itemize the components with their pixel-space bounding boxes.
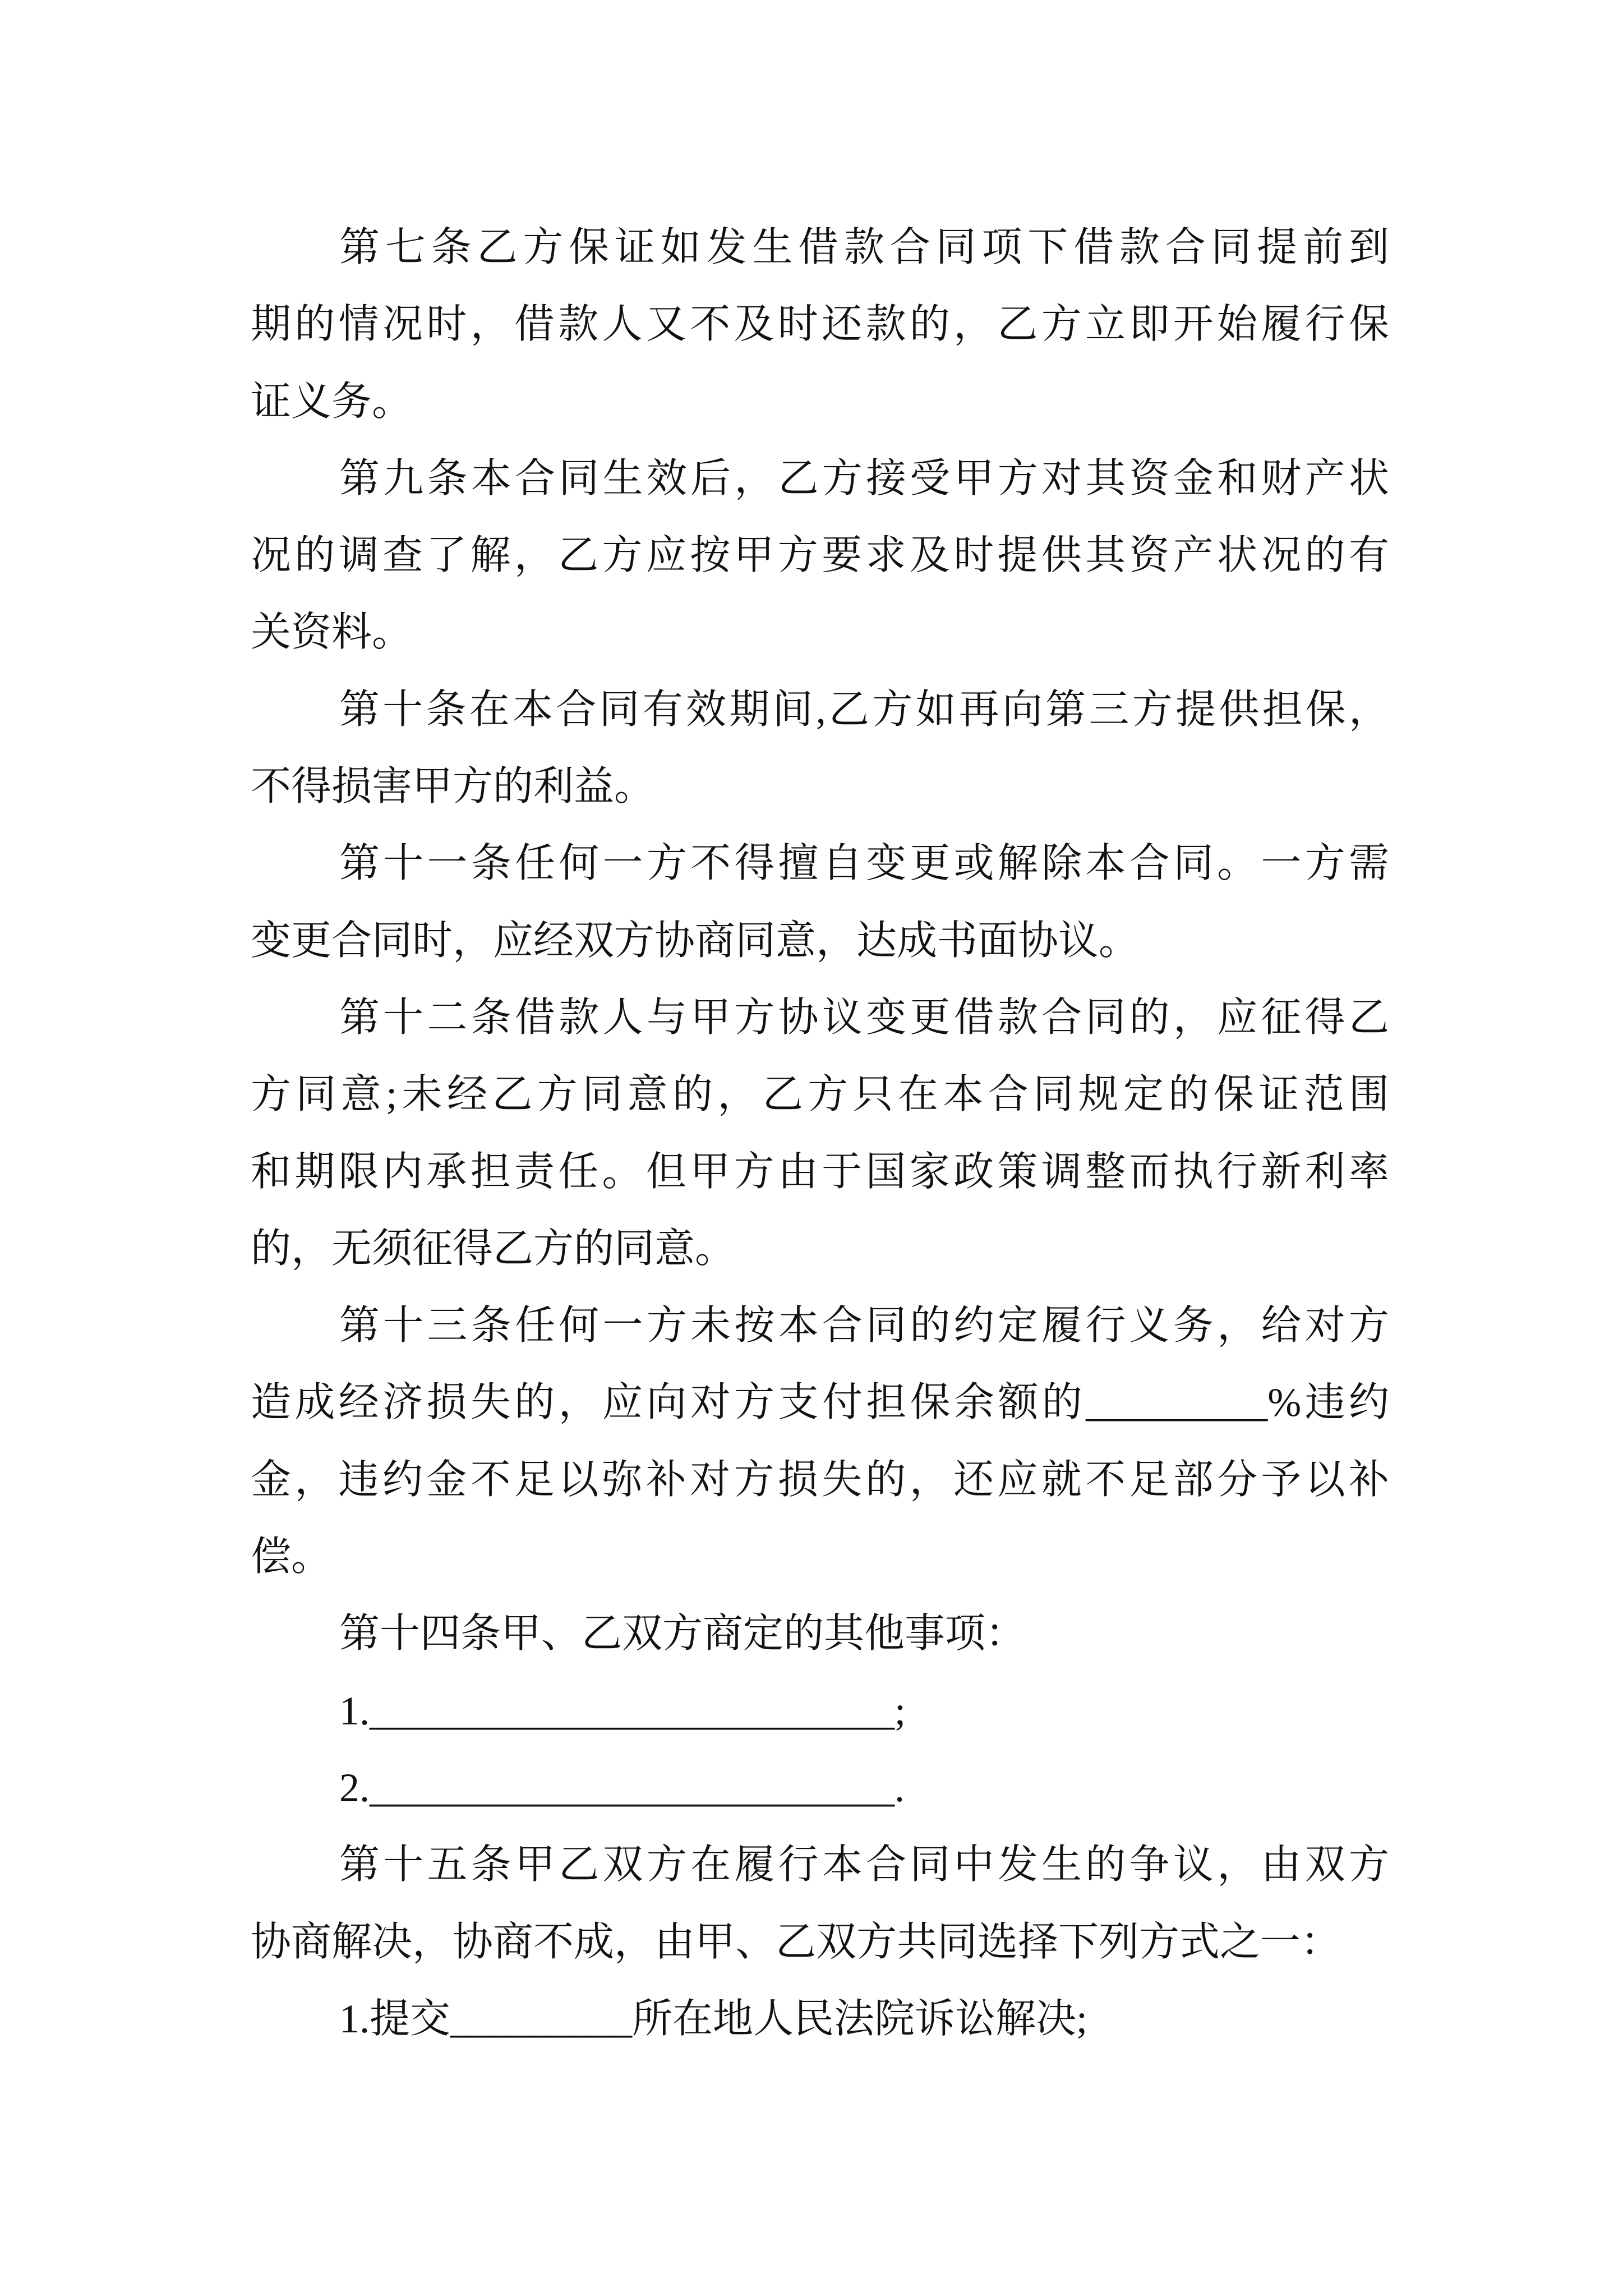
paragraph-line: 的，无须征得乙方的同意。 [251, 1226, 736, 1271]
article-12-paragraph [251, 979, 1389, 1287]
paragraph-line: 期的情况时，借款人又不及时还款的，乙方立即开始履行保 [251, 302, 1389, 347]
paragraph-line: 第九条本合同生效后，乙方接受甲方对其资金和财产状 [339, 455, 1389, 501]
article-7-paragraph [251, 209, 1389, 440]
fill-in-blank-line: 1.提交_________所在地人民法院诉讼解决; [339, 1996, 1088, 2041]
paragraph-line: 证义务。 [251, 379, 413, 424]
paragraph-line: 况的调查了解，乙方应按甲方要求及时提供其资产状况的有 [251, 533, 1389, 578]
paragraph-line: 第七条乙方保证如发生借款合同项下借款合同提前到 [339, 225, 1389, 270]
list-item-1 [251, 1673, 1389, 1750]
paragraph-line: 第十二条借款人与甲方协议变更借款合同的，应征得乙 [339, 995, 1389, 1040]
article-15-paragraph [251, 1826, 1389, 1981]
paragraph-line: 协商解决，协商不成，由甲、乙双方共同选择下列方式之一： [251, 1919, 1341, 1964]
article-14-paragraph [251, 1595, 1389, 1672]
list-item-2 [251, 1750, 1389, 1826]
paragraph-line: 第十四条甲、乙双方商定的其他事项： [339, 1611, 1026, 1657]
article-9-paragraph [251, 440, 1389, 671]
paragraph-line: 第十五条甲乙双方在履行本合同中发生的争议，由双方 [339, 1842, 1389, 1888]
article-13-paragraph [251, 1287, 1389, 1595]
paragraph-line: 偿。 [251, 1534, 332, 1580]
paragraph-line: 金，违约金不足以弥补对方损失的，还应就不足部分予以补 [251, 1457, 1389, 1502]
paragraph-line: 方同意;未经乙方同意的，乙方只在本合同规定的保证范围 [251, 1072, 1389, 1117]
paragraph-line: 第十条在本合同有效期间,乙方如再向第三方提供担保， [339, 687, 1389, 732]
paragraph-line: 和期限内承担责任。但甲方由于国家政策调整而执行新利率 [251, 1149, 1389, 1194]
paragraph-line: 第十一条任何一方不得擅自变更或解除本合同。一方需 [339, 841, 1389, 886]
fill-in-blank-line: 2.__________________________. [339, 1765, 905, 1810]
article-11-paragraph [251, 825, 1389, 979]
article-10-paragraph [251, 671, 1389, 826]
paragraph-line: 不得损害甲方的利益。 [251, 764, 655, 809]
dispute-option-1 [251, 1981, 1389, 2058]
paragraph-line: 关资料。 [251, 610, 413, 655]
document-body [251, 209, 1389, 2058]
fill-in-blank-line: 1.__________________________; [339, 1688, 906, 1733]
paragraph-line: 变更合同时，应经双方协商同意，达成书面协议。 [251, 918, 1140, 963]
fill-in-blank-line: 造成经济损失的，应向对方支付担保余额的_________%违约 [251, 1380, 1389, 1425]
paragraph-line: 第十三条任何一方未按本合同的约定履行义务，给对方 [339, 1303, 1389, 1349]
